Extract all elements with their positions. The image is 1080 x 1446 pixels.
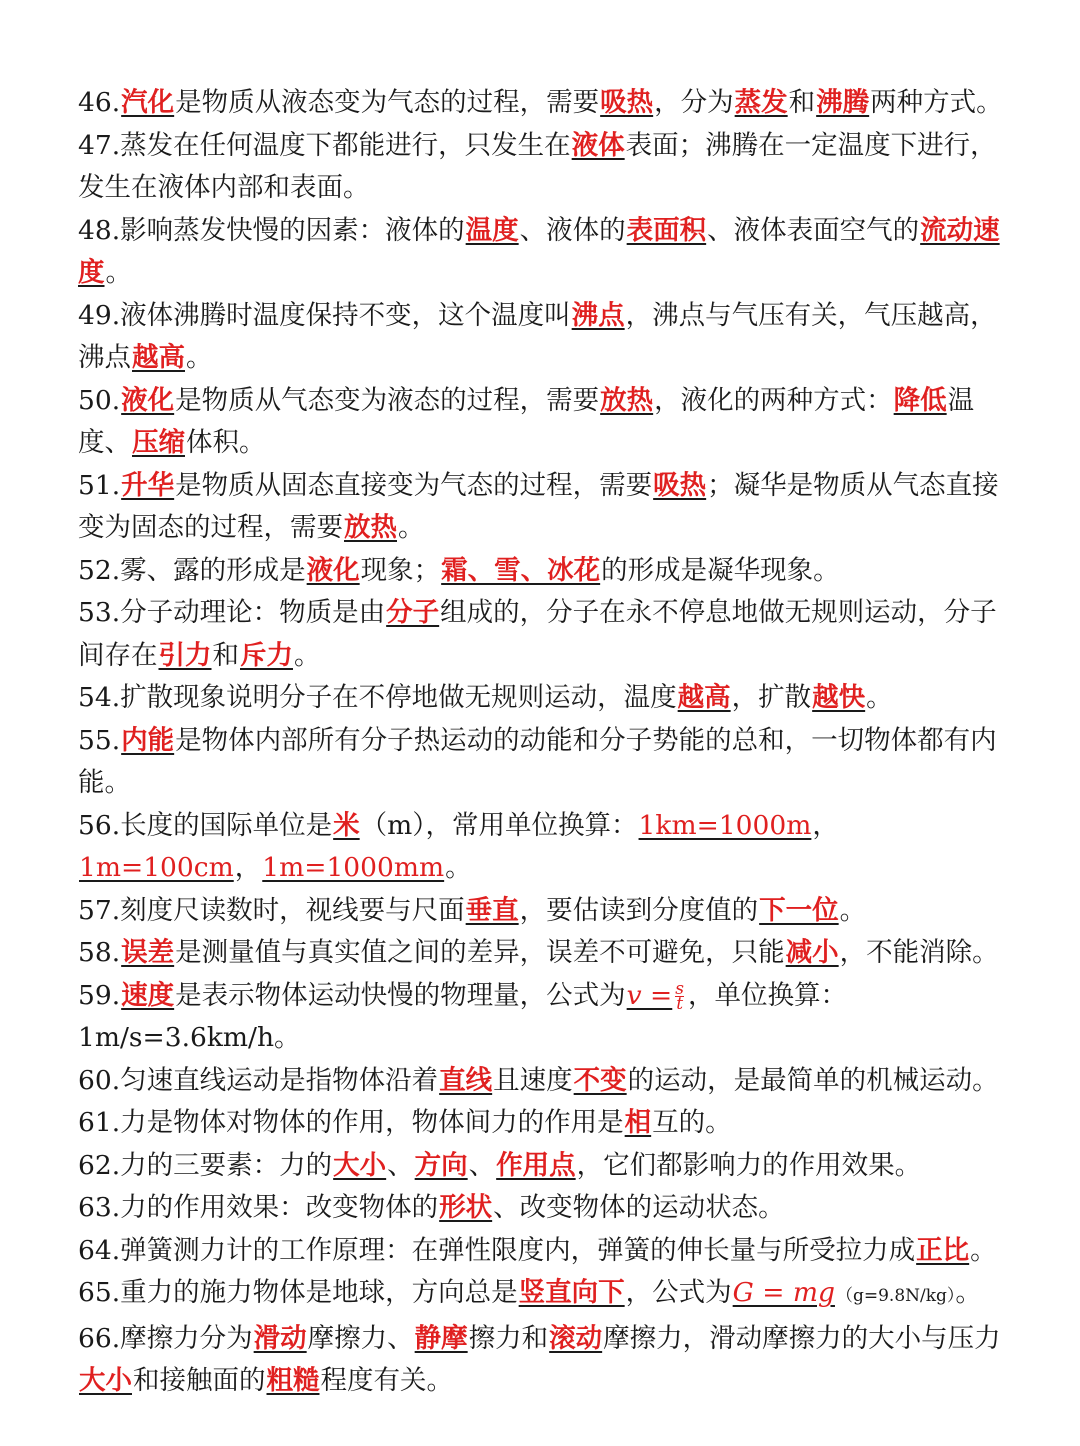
- notes-document: [78, 82, 1018, 1403]
- note-text: 。: [970, 1234, 997, 1266]
- note-text: 55.: [78, 724, 121, 756]
- key-term: 越高: [132, 342, 185, 373]
- key-term: 下一位: [759, 894, 839, 926]
- note-item: [78, 1102, 1018, 1145]
- note-text: ，不能消除。: [839, 937, 999, 968]
- note-item: [78, 210, 1018, 295]
- note-text: 60.匀速直线运动是指物体沿着: [78, 1064, 439, 1096]
- note-item: [78, 975, 1018, 1060]
- note-text: 和: [788, 87, 816, 118]
- note-text: ，单位换算：1m/s=3.6km/h。: [78, 979, 847, 1053]
- formula: G = mg: [732, 1277, 835, 1308]
- fraction-numerator: s: [675, 979, 684, 999]
- note-text: 组成的，分子在永不停息地做无规则运动，分子间存在: [78, 597, 997, 671]
- formula-fraction: [675, 979, 684, 1014]
- note-text: 、液体的: [519, 214, 626, 246]
- key-term: 引力: [158, 639, 212, 671]
- note-text: 62.力的三要素：力的: [78, 1149, 333, 1181]
- note-text: 两种方式。: [870, 87, 1003, 118]
- note-item: [78, 1230, 1018, 1273]
- note-item: [78, 1318, 1018, 1403]
- note-text: 56.长度的国际单位是: [78, 809, 333, 841]
- note-text: ，: [234, 852, 262, 883]
- key-term: 分子: [386, 597, 440, 628]
- note-text: ，: [812, 809, 839, 841]
- note-text: 、液体表面空气的: [707, 214, 920, 246]
- key-term: 垂直: [465, 894, 519, 926]
- note-text: ，分为: [654, 87, 734, 118]
- formula-note: （g=9.8N/kg）: [835, 1286, 956, 1306]
- note-text: 50.: [78, 384, 121, 416]
- key-term: 降低: [893, 384, 947, 416]
- note-text: 61.力是物体对物体的作用，物体间力的作用是: [78, 1107, 624, 1138]
- note-text: 是表示物体运动快慢的物理量，公式为: [175, 979, 626, 1011]
- key-term: 升华: [121, 469, 175, 501]
- key-term: 斥力: [240, 639, 293, 671]
- note-text: ，扩散: [731, 682, 812, 713]
- note-text: 和: [212, 639, 239, 671]
- key-term: 米: [333, 809, 360, 841]
- note-item: [78, 550, 1018, 593]
- note-item: [78, 1187, 1018, 1230]
- key-term: 沸腾: [816, 87, 870, 118]
- note-item: [78, 1060, 1018, 1103]
- formula: v =: [626, 979, 673, 1011]
- note-item: [78, 465, 1018, 550]
- fraction-denominator: t: [676, 994, 684, 1014]
- note-text: 47.蒸发在任何温度下都能进行，只发生在: [78, 129, 571, 161]
- key-term: 减小: [785, 937, 839, 968]
- key-conversion: 1m=100cm: [79, 852, 234, 883]
- note-item: [78, 720, 1018, 805]
- key-term: 正比: [916, 1234, 970, 1266]
- note-text: 65.重力的施力物体是地球，方向总是: [78, 1277, 518, 1308]
- key-term: 吸热: [600, 87, 654, 118]
- note-text: 、: [387, 1149, 414, 1181]
- note-text: 互的。: [652, 1107, 732, 1138]
- note-text: 。: [105, 257, 132, 288]
- note-text: 66.摩擦力分为: [78, 1322, 253, 1354]
- key-term: 霜、雪、冰花: [441, 554, 601, 586]
- key-term: 大小: [333, 1149, 387, 1181]
- note-text: 现象；: [360, 554, 441, 586]
- note-text: 、改变物体的运动状态。: [493, 1192, 785, 1223]
- note-text: 、: [468, 1149, 496, 1181]
- key-term: 压缩: [132, 427, 185, 458]
- note-text: 46.: [78, 87, 121, 118]
- note-text: 表面；沸腾在一定温度下进行，发生在液体内部和表面。: [78, 129, 997, 203]
- key-term: 越快: [812, 682, 866, 713]
- key-term: 静摩: [414, 1322, 468, 1354]
- note-text: 程度有关。: [320, 1365, 453, 1396]
- note-text: 是测量值与真实值之间的差异，误差不可避免，只能: [175, 937, 785, 968]
- key-term: 误差: [121, 937, 175, 968]
- key-term: 液化: [306, 554, 360, 586]
- key-term: 大小: [79, 1365, 132, 1396]
- note-text: ，沸点与气压有关，气压越高，沸点: [78, 299, 997, 373]
- key-term: 速度: [121, 979, 175, 1011]
- note-text: 。: [294, 639, 321, 671]
- key-conversion: 1km=1000m: [638, 809, 812, 841]
- key-term: 作用点: [496, 1149, 576, 1181]
- key-term: 蒸发: [734, 87, 788, 118]
- key-term: 竖直向下: [518, 1277, 625, 1308]
- note-text: ，液化的两种方式：: [654, 384, 893, 416]
- note-text: 。: [839, 894, 867, 926]
- note-text: 57.刻度尺读数时，视线要与尺面: [78, 894, 465, 926]
- key-term: 方向: [414, 1149, 468, 1181]
- note-item: [78, 592, 1018, 677]
- note-text: 和接触面的: [133, 1365, 266, 1396]
- note-text: 59.: [78, 979, 121, 1011]
- note-text: 摩擦力，滑动摩擦力的大小与压力: [603, 1322, 1001, 1354]
- key-term: 形状: [439, 1192, 493, 1223]
- note-text: 49.液体沸腾时温度保持不变，这个温度叫: [78, 299, 571, 331]
- key-term: 不变: [573, 1064, 627, 1096]
- note-item: [78, 82, 1018, 125]
- key-term: 滑动: [253, 1322, 307, 1354]
- key-term: 粗糙: [266, 1365, 320, 1396]
- key-term: 内能: [121, 724, 175, 756]
- note-text: 。: [398, 512, 425, 543]
- key-term: 沸点: [571, 299, 625, 331]
- note-text: 63.力的作用效果：改变物体的: [78, 1192, 439, 1223]
- note-item: [78, 125, 1018, 210]
- note-text: 58.: [78, 937, 121, 968]
- key-term: 流动速度: [78, 214, 1000, 288]
- note-text: 。: [866, 682, 893, 713]
- note-item: [78, 932, 1018, 975]
- note-text: 54.扩散现象说明分子在不停地做无规则运动，温度: [78, 682, 677, 713]
- note-text: 的形成是凝华现象。: [601, 554, 840, 586]
- key-term: 放热: [344, 512, 397, 543]
- key-term: 滚动: [549, 1322, 603, 1354]
- note-text: ，要估读到分度值的: [519, 894, 759, 926]
- key-term: 表面积: [626, 214, 707, 246]
- note-item: [78, 805, 1018, 890]
- note-text: 是物体内部所有分子热运动的动能和分子势能的总和，一切物体都有内能。: [78, 724, 997, 798]
- note-text: 摩擦力、: [307, 1322, 414, 1354]
- note-item: [78, 1272, 1018, 1318]
- key-term: 越高: [677, 682, 731, 713]
- key-conversion: 1m=1000mm: [262, 852, 445, 883]
- note-text: 。: [955, 1277, 982, 1308]
- note-text: （m），常用单位换算：: [360, 809, 638, 841]
- note-text: 体积。: [186, 427, 266, 458]
- note-text: 是物质从液态变为气态的过程，需要: [175, 87, 600, 118]
- key-term: 液体: [571, 129, 625, 161]
- note-text: ，它们都影响力的作用效果。: [576, 1149, 922, 1181]
- key-term: 放热: [600, 384, 654, 416]
- note-text: 擦力和: [468, 1322, 549, 1354]
- note-text: 是物质从固态直接变为气态的过程，需要: [175, 469, 653, 501]
- note-item: [78, 380, 1018, 465]
- note-text: 是物质从气态变为液态的过程，需要: [175, 384, 600, 416]
- note-text: 64.弹簧测力计的工作原理：在弹性限度内，弹簧的伸长量与所受拉力成: [78, 1234, 916, 1266]
- note-text: 温度、: [78, 384, 975, 458]
- note-text: 。: [186, 342, 213, 373]
- note-text: 53.分子动理论：物质是由: [78, 597, 386, 628]
- note-text: ，公式为: [625, 1277, 732, 1308]
- key-term: 汽化: [121, 87, 175, 118]
- note-text: 的运动，是最简单的机械运动。: [627, 1064, 999, 1096]
- note-item: [78, 890, 1018, 933]
- key-term: 相: [624, 1107, 652, 1138]
- note-item: [78, 1145, 1018, 1188]
- note-text: 52.雾、露的形成是: [78, 554, 306, 586]
- note-text: 48.影响蒸发快慢的因素：液体的: [78, 214, 465, 246]
- note-text: 。: [445, 852, 472, 883]
- key-term: 温度: [465, 214, 519, 246]
- key-term: 吸热: [653, 469, 707, 501]
- key-term: 液化: [121, 384, 175, 416]
- note-item: [78, 677, 1018, 720]
- key-term: 直线: [439, 1064, 493, 1096]
- note-item: [78, 295, 1018, 380]
- note-text: 51.: [78, 469, 121, 501]
- note-text: 且速度: [493, 1064, 573, 1096]
- note-text: ；凝华是物质从气态直接变为固态的过程，需要: [78, 469, 999, 543]
